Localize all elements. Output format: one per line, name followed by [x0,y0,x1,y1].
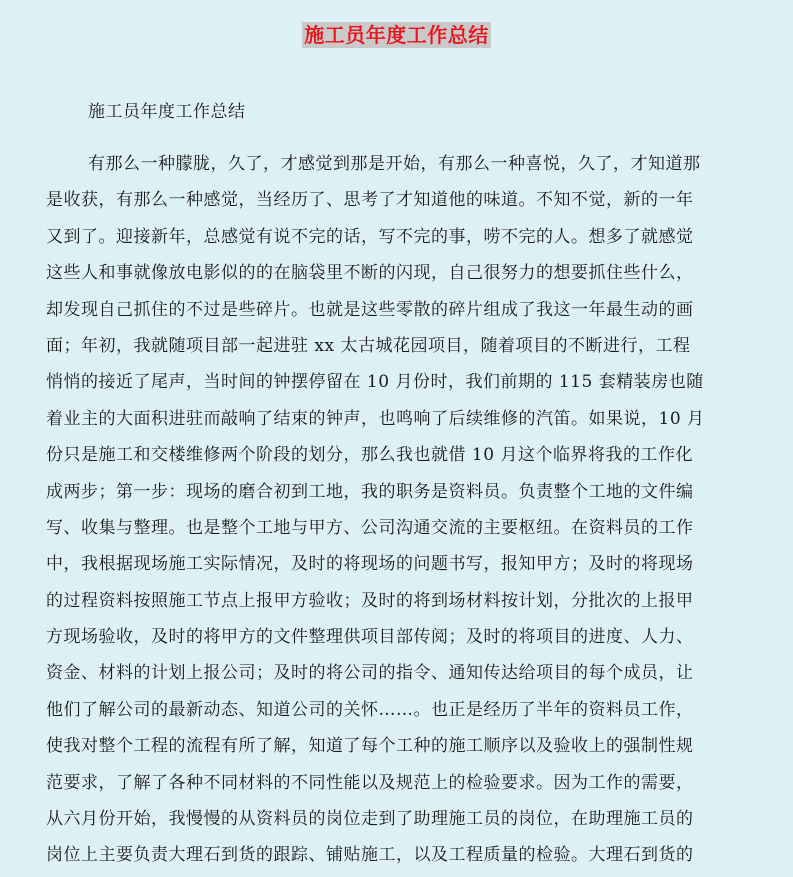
text-line: 却发现自己抓住的不过是些碎片。也就是这些零散的碎片组成了我这一年最生动的画 [46,299,694,320]
title-bar [0,22,793,48]
text-line: 有那么一种朦胧，久了，才感觉到那是开始，有那么一种喜悦，久了，才知道那 [88,154,701,174]
text-line: 使我对整个工程的流程有所了解，知道了每个工种的施工顺序以及验收上的强制性规 [46,736,694,757]
text-line: 中，我根据现场施工实际情况，及时的将现场的问题书写，报知甲方；及时的将现场 [46,554,694,575]
text-line: 资金、材料的计划上报公司；及时的将公司的指令、通知传达给项目的每个成员，让 [46,663,694,684]
text-line: 写、收集与整理。也是整个工地与甲方、公司沟通交流的主要枢纽。在资料员的工作 [46,517,694,538]
text-line: 方现场验收，及时的将甲方的文件整理供项目部传阅；及时的将项目的进度、人力、 [46,627,694,648]
text-line: 是收获，有那么一种感觉，当经历了、思考了才知道他的味道。不知不觉，新的一年 [46,190,694,211]
text-line: 着业主的大面积进驻而敲响了结束的钟声，也鸣响了后续维修的汽笛。如果说，10 月 [46,408,705,429]
text-line: 的过程资料按照施工节点上报甲方验收；及时的将到场材料按计划，分批次的上报甲 [46,590,694,611]
text-line: 他们了解公司的最新动态、知道公司的关怀……。也正是经历了半年的资料员工作， [46,699,694,720]
text-line: 悄悄的接近了尾声，当时间的钟摆停留在 10 月份时，我们前期的 115 套精装房也随 [46,372,704,393]
text-line: 又到了。迎接新年，总感觉有说不完的话，写不完的事，唠不完的人。想多了就感觉 [46,226,694,247]
text-line: 这些人和事就像放电影似的的在脑袋里不断的闪现，自己很努力的想要抓住些什么， [46,263,694,284]
body-paragraph [46,146,746,874]
document-subtitle: 施工员年度工作总结 [88,102,246,122]
text-line: 从六月份开始，我慢慢的从资料员的岗位走到了助理施工员的岗位，在助理施工员的 [46,809,694,830]
text-line: 范要求，了解了各种不同材料的不同性能以及规范上的检验要求。因为工作的需要， [46,772,694,793]
text-line: 份只是施工和交楼维修两个阶段的划分，那么我也就借 10 月这个临界将我的工作化 [46,445,693,466]
text-line: 面；年初，我就随项目部一起进驻 xx 太古城花园项目，随着项目的不断进行，工程 [46,335,691,356]
document-title: 施工员年度工作总结 [304,23,489,47]
text-line: 岗位上主要负责大理石到货的跟踪、铺贴施工，以及工程质量的检验。大理石到货的 [46,845,694,866]
text-line: 成两步；第一步：现场的磨合初到工地，我的职务是资料员。负责整个工地的文件编 [46,481,694,502]
